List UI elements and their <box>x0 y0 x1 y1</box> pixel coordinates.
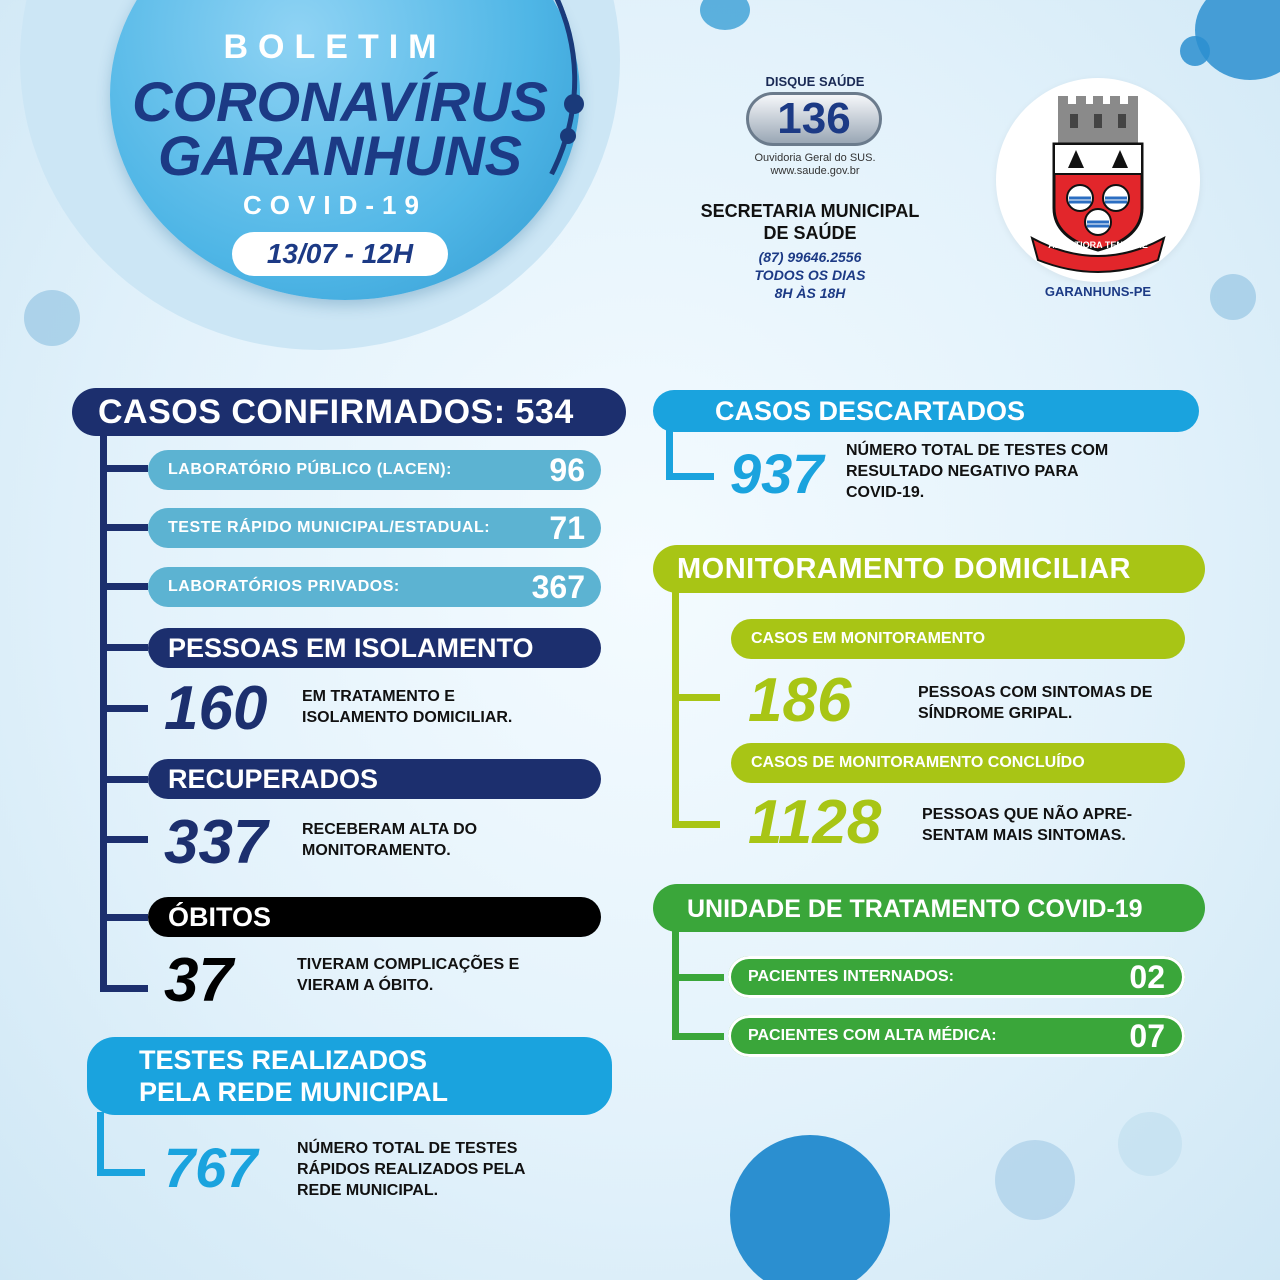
unidade-connector-tick-1 <box>672 974 724 981</box>
disque-saude-subtext <box>730 152 900 178</box>
descartados-desc-line-1: NÚMERO TOTAL DE TESTES COM <box>846 442 1109 459</box>
descartados-number: 937 <box>730 442 824 505</box>
internados-label: PACIENTES INTERNADOS: <box>748 968 954 985</box>
connector-tick-1 <box>100 465 148 472</box>
monitoramento-desc-1 <box>918 682 1152 724</box>
monitoramento-desc-2 <box>922 804 1132 846</box>
connector-tick-2 <box>100 524 148 531</box>
descartados-desc <box>846 440 1108 503</box>
testes-desc <box>297 1138 525 1201</box>
internados-value: 02 <box>1129 958 1165 995</box>
isolamento-desc <box>302 686 512 728</box>
testes-title-line-2: PELA REDE MUNICIPAL <box>139 1077 449 1107</box>
monitoramento-connector <box>672 590 679 828</box>
monitoramento-desc-1-line-1: PESSOAS COM SINTOMAS DE <box>918 684 1153 701</box>
recuperados-desc <box>302 819 477 861</box>
monitoramento-title: MONITORAMENTO DOMICILIAR <box>677 553 1131 585</box>
bubble-dot-large <box>564 94 584 114</box>
privados-pill <box>148 567 601 607</box>
monitoramento-sub-2-label: CASOS DE MONITORAMENTO CONCLUÍDO <box>751 754 1085 771</box>
descartados-desc-line-2: RESULTADO NEGATIVO PARA <box>846 463 1079 480</box>
recuperados-title: RECUPERADOS <box>168 764 379 794</box>
virus-decoration-bottom-big <box>730 1135 890 1280</box>
monitoramento-desc-2-line-2: SENTAM MAIS SINTOMAS. <box>922 827 1126 844</box>
saude-url: www.saude.gov.br <box>770 165 860 177</box>
obitos-banner <box>148 897 601 937</box>
teste-rapido-pill <box>148 508 601 548</box>
lacen-label: LABORATÓRIO PÚBLICO (LACEN): <box>168 461 452 478</box>
connector-tick-5 <box>100 705 148 712</box>
isolamento-desc-line-2: ISOLAMENTO DOMICILIAR. <box>302 709 513 726</box>
lacen-value: 96 <box>549 451 585 488</box>
bubble-dot-small <box>560 128 576 144</box>
connector-tick-7 <box>100 836 148 843</box>
virus-decoration-top-mid <box>700 0 750 30</box>
alta-medica-label: PACIENTES COM ALTA MÉDICA: <box>748 1027 997 1044</box>
virus-decoration-left <box>24 290 80 346</box>
unidade-title: UNIDADE DE TRATAMENTO COVID-19 <box>687 895 1143 923</box>
title-line-2: GARANHUNS <box>158 124 522 187</box>
virus-decoration-right <box>1210 274 1256 320</box>
ouvidoria-text: Ouvidoria Geral do SUS. <box>754 152 876 164</box>
unidade-banner <box>653 884 1205 932</box>
unidade-connector <box>672 928 679 1040</box>
monitoramento-number-2: 1128 <box>748 788 882 857</box>
testes-desc-line-3: REDE MUNICIPAL. <box>297 1182 439 1199</box>
confirmados-banner <box>72 388 626 436</box>
date-badge: 13/07 - 12H <box>232 232 448 276</box>
alta-medica-pill <box>728 1015 1185 1057</box>
internados-pill <box>728 956 1185 998</box>
connector-tick-9 <box>100 985 148 992</box>
obitos-number: 37 <box>164 946 233 1015</box>
secretaria-line-1: SECRETARIA MUNICIPAL <box>700 201 920 221</box>
monitoramento-desc-2-line-1: PESSOAS QUE NÃO APRE- <box>922 806 1133 823</box>
obitos-title: ÓBITOS <box>168 902 272 932</box>
testes-connector-tick <box>97 1169 145 1176</box>
obitos-desc <box>297 954 519 996</box>
testes-number: 767 <box>164 1136 258 1199</box>
crest-badge <box>996 78 1200 282</box>
monitoramento-connector-tick-1 <box>672 694 720 701</box>
obitos-desc-line-1: TIVERAM COMPLICAÇÕES E <box>297 956 520 973</box>
teste-rapido-label: TESTE RÁPIDO MUNICIPAL/ESTADUAL: <box>168 519 491 536</box>
descartados-desc-line-3: COVID-19. <box>846 484 925 501</box>
privados-value: 367 <box>531 568 585 605</box>
secretaria-title <box>680 200 940 244</box>
isolamento-number: 160 <box>164 674 268 743</box>
isolamento-banner <box>148 628 601 668</box>
virus-decoration-top-right-small <box>1180 36 1210 66</box>
disque-saude-label: DISQUE SAÚDE <box>765 74 865 89</box>
recuperados-number: 337 <box>164 808 268 877</box>
testes-desc-line-2: RÁPIDOS REALIZADOS PELA <box>297 1161 526 1178</box>
recuperados-desc-line-2: MONITORAMENTO. <box>302 842 451 859</box>
secretaria-days: TODOS OS DIAS <box>754 267 866 283</box>
recuperados-desc-line-1: RECEBERAM ALTA DO <box>302 821 478 838</box>
unidade-connector-tick-2 <box>672 1033 724 1040</box>
virus-decoration-bottom-mid <box>995 1140 1075 1220</box>
crest-motto: AD ALTIORA TENDERE <box>1048 240 1148 250</box>
disque-saude-number: 136 <box>746 92 882 146</box>
descartados-connector-tick <box>666 473 714 480</box>
monitoramento-connector-tick-2 <box>672 821 720 828</box>
testes-connector <box>97 1112 104 1176</box>
monitoramento-sub-2 <box>731 743 1185 783</box>
lacen-pill <box>148 450 601 490</box>
covid-label: COVID-19 <box>243 190 427 220</box>
connector-tick-4 <box>100 644 148 651</box>
monitoramento-sub-1-label: CASOS EM MONITORAMENTO <box>751 630 986 647</box>
secretaria-contact <box>700 248 920 302</box>
boletim-label: BOLETIM <box>223 28 447 66</box>
title-line-1: CORONAVÍRUS <box>132 70 548 133</box>
privados-label: LABORATÓRIOS PRIVADOS: <box>168 578 400 595</box>
alta-medica-value: 07 <box>1129 1017 1165 1054</box>
secretaria-phone: (87) 99646.2556 <box>758 249 862 265</box>
isolamento-title: PESSOAS EM ISOLAMENTO <box>168 633 534 663</box>
obitos-desc-line-2: VIERAM A ÓBITO. <box>297 977 434 994</box>
connector-tick-3 <box>100 583 148 590</box>
testes-title-line-1: TESTES REALIZADOS <box>139 1045 428 1075</box>
recuperados-banner <box>148 759 601 799</box>
secretaria-hours: 8H ÀS 18H <box>774 285 846 301</box>
connector-tick-6 <box>100 776 148 783</box>
testes-desc-line-1: NÚMERO TOTAL DE TESTES <box>297 1140 518 1157</box>
testes-banner <box>87 1037 612 1115</box>
monitoramento-sub-1 <box>731 619 1185 659</box>
descartados-title: CASOS DESCARTADOS <box>715 396 1026 426</box>
connector-tick-8 <box>100 914 148 921</box>
secretaria-line-2: DE SAÚDE <box>763 223 857 243</box>
garanhuns-crest-icon <box>996 78 1200 282</box>
monitoramento-desc-1-line-2: SÍNDROME GRIPAL. <box>918 705 1073 722</box>
isolamento-desc-line-1: EM TRATAMENTO E <box>302 688 455 705</box>
descartados-banner <box>653 390 1199 432</box>
city-label: GARANHUNS-PE <box>1044 284 1152 299</box>
monitoramento-number-1: 186 <box>748 666 852 735</box>
confirmados-title: CASOS CONFIRMADOS: 534 <box>98 393 574 431</box>
monitoramento-banner <box>653 545 1205 593</box>
teste-rapido-value: 71 <box>549 509 585 546</box>
virus-decoration-top-right <box>1195 0 1280 80</box>
virus-decoration-bottom-right <box>1118 1112 1182 1176</box>
